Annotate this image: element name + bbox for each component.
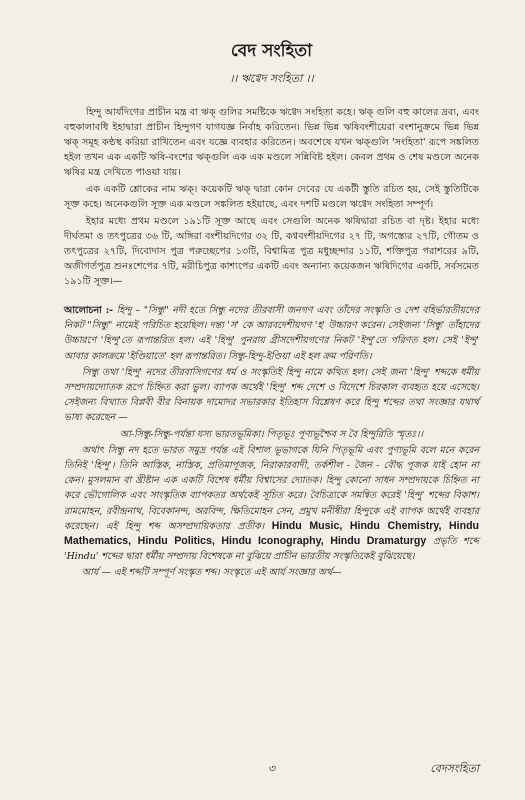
printed-paragraph-3: ইহার মধ্যে প্রথম মণ্ডলে ১৯১টি সূক্ত আছে এবং সেগুলি অনেক ঋষিদ্বারা রচিত বা দৃষ্ট। ইহার মধ্যে দীর্ঘতমা ও তৎপুত্রের ৩৬ টি, অঙ্গিরা বংশীয়দিগের ৩২ টি, কণ্ববংশীয়দিগের ২৭ টি, অগস্ত্যের ২৭টি, গৌতম ও তৎপুত্রের ২৭টি, দিবোদাস পুত্র পরুচ্ছেপের ১৩টি, বিশ্বামিত্র পুত্র মধুচ্ছন্দার ১১টি, শক্তিপুত্র পরাশরের ৯টি, অজীগর্তপুত্র শুনঃশেপের ৭টি, মরীচিপুত্র কাশ্যপের একটি এবং অন্যান্য কয়েকজন ঋষিদিগের একটি, সর্বসমেত ১৯১টি সূক্ত।— [64,216,479,287]
handwritten-paragraph-1 [64,303,479,364]
page-footer [64,760,479,778]
english-hindu-terms: Hindu Music, Hindu Chemistry, Hindu Mathematics, Hindu Politics, Hindu Iconography, Hindu Dramaturgy [64,519,480,548]
page-subtitle: ।। ঋগ্বেদ সংহিতা ।। [229,72,314,85]
handwritten-paragraph-2: সিন্ধু তথা 'হিন্দু' নদের তীরবাসিগণের ধর্ম ও সংস্কৃতিই হিন্দু নামে কথিত হল। সেই জন্য 'হিন্দু' শব্দকে ধর্মীয় সম্প্রদায়দ্যোতক রূপে চিহ্নিত করা ভুল। ব্যাপক অর্থেই 'হিন্দু' শব্দ দেশে ও বিদেশে চিরকাল ব্যবহৃত হয়ে এসেছে। সেইজন্য বিখ্যাত বিপ্লবী বীর বিনায়ক দামোদর সভারকার ইতিহাস বিশ্লেষণ করে হিন্দু শব্দের তথা সংজ্ঞার যথার্থ ভাষ্য করেছেন — [64,366,479,424]
page-title: বেদ সংহিতা [230,41,313,61]
page-number: ৩ [267,762,276,775]
sanskrit-verse: আ-সিন্ধু-সিন্ধু-পর্যন্তা যস্য ভারতভূমিকা। পিতৃভূঃ পূণ্যভূশ্চৈব স বৈ হিন্দুরিতি স্মৃতঃ।। [119,428,424,440]
printed-paragraph-2: এক একটি শ্লোকের নাম ঋক্। কয়েকটি ঋক্ দ্বারা কোন দেবের যে একটী স্তুতি রচিত হয়, সেই স্তুতিটিকে সূক্ত কহে। অনেকগুলি সূক্ত এক মণ্ডলে সঙ্কলিত হইয়াছে, এবং দশটি মণ্ডলে ঋগ্বেদ সংহিতা সম্পূর্ণ। [64,184,479,210]
handwritten-text-1: হিন্দু – "সিন্ধু" নদী হতে সিন্ধু নদের তীরবাসী জনগণ এবং তাঁদের সংস্কৃতি ও দেশ বহির্ভারতীয়দের নিকট "সিন্ধু" নামেই পরিচিত হয়েছিল। দন্ত্য 'স' কে আরবদেশীয়গণ 'হ' উচ্চারণ করেন। সেইজন্য 'সিন্ধু' তাঁহাদের উচ্চারণে 'হিন্দু'তে রূপান্তরিত হল। এই 'হিন্দু' পুনরায় গ্রীসদেশীয়গণের নিকট 'ইন্দু'তে পরিণত হল। সেই 'ইন্দু' আবার কালক্রমে 'ইণ্ডিয়াতে' হল রূপান্তরিত। সিন্ধু-হিন্দু-ইণ্ডিয়া এই হল ক্রম পরিণতি। [64,305,479,362]
alochona-label: আলোচনা :- [64,305,114,316]
printed-paragraph-1: হিন্দু আর্যদিগের প্রাচীন মন্ত্র বা ঋক্ গুলির সমষ্টিকে ঋগ্বেদ সংহিতা কহে। ঋক্ গুলি বহু কালের দ্রব্য, এবং বহুকালাবধি ইহাদ্বারা প্রাচীন হিন্দুগণ যাগযজ্ঞ নির্বাহ করিতেন। ভিন্ন ভিন্ন ঋষিবংশীয়েরা বংশানুক্রমে ভিন্ন ভিন্ন ঋক্ সমূহ কণ্ঠস্থ করিয়া রাখিতেন এবং যজ্ঞে ব্যবহার করিতেন। অবশেষে যখন ঋক্গুলি 'সংহিতা' রূপে সঙ্কলিত হইল তখন এক একটি ঋষি-বংশের ঋক্গুলি এক এক মণ্ডলে সন্নিবিষ্ট হইল। কেবল প্রথম ও শেষ মণ্ডলে অনেক ঋষির মন্ত্র দেখিতে পাওয়া যায়। [64,107,479,178]
section-gap [64,291,479,303]
handwritten-paragraph-4: আর্য — এই শব্দটি সম্পূর্ণ সংস্কৃত শব্দ। সংস্কৃতে এই আর্য সংজ্ঞার অর্থ— [82,567,342,579]
running-title: বেদসংহিতা [430,762,479,775]
handwritten-text-3a: অর্থাৎ সিন্ধু নদ হতে ভারত সমুদ্র পর্যন্ত এই বিশাল ভূভাগকে যিনি পিতৃভূমি এবং পুণ্যভূমি বলে মনে করেন তিনিই 'হিন্দু'। তিনি আস্তিক, নাস্তিক, প্রতিমাপূজক, নিরাকারবাদী, তর্কশীল - জৈন - বৌদ্ধ পূজক যাই হোন না কেন। মুসলমান বা খ্রীষ্টান এক একটি বিশেষ ধর্মীয় বিশ্বাসের দ্যোতক। হিন্দু কোনো সাধন সম্প্রদায়কে চিহ্নিত না করে ভৌগোলিক এবং সাংস্কৃতিক ব্যাপকতর অর্থকেই সূচিত করে। বৈচিত্র্যকে সমন্বিত করেই 'হিন্দু' শব্দের বিকাশ। রামমোহন, রবীন্দ্রনাথ, বিবেকানন্দ, অরবিন্দ, ক্ষিতিমোহন সেন, প্রমুখ মনীষীরা হিন্দুকে এই ব্যাপক অর্থেই ব্যবহার করেছেন। এই হিন্দু শব্দ অসম্প্রদায়িকতার প্রতীক। [64,444,479,532]
handwritten-text-3b: প্রভৃতি শব্দে 'Hindu' শব্দের দ্বারা ধর্মীয় সম্প্রদায় বিশেষকে না বুঝিয়ে প্রাচীন ভারতীয় সংস্কৃতিকেই বুঝিয়েছে। [64,536,479,563]
handwritten-paragraph-3 [64,443,479,565]
